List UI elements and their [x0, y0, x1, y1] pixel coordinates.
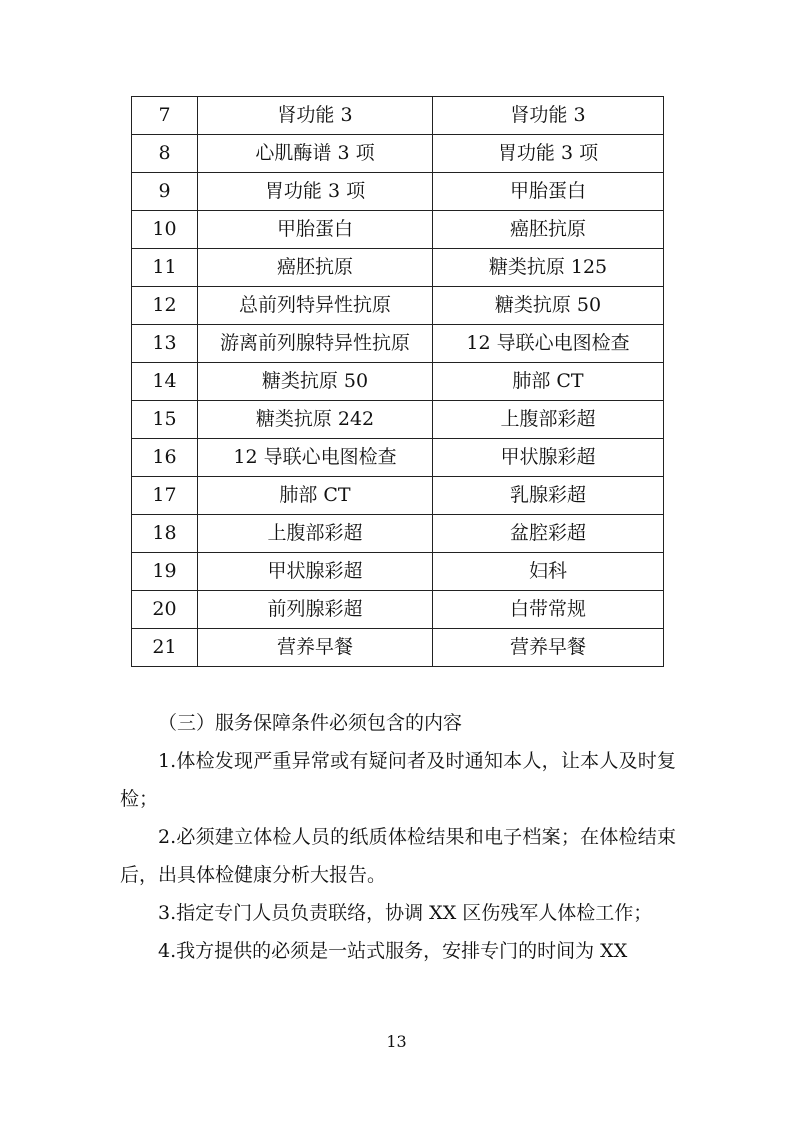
- plan-b-item-cell: 癌胚抗原: [433, 211, 664, 249]
- row-number-cell: 10: [132, 211, 198, 249]
- table-row: [132, 553, 664, 591]
- row-number-cell: 20: [132, 591, 198, 629]
- page-number: 13: [386, 1032, 407, 1051]
- paragraph-1: 1.体检发现严重异常或有疑问者及时通知本人，让本人及时复检；: [120, 750, 676, 810]
- plan-a-item-cell: 肺部 CT: [198, 477, 433, 515]
- plan-b-item-cell: 肺部 CT: [433, 363, 664, 401]
- section-heading: （三）服务保障条件必须包含的内容: [158, 712, 463, 734]
- table-row: [132, 135, 664, 173]
- row-number-cell: 8: [132, 135, 198, 173]
- table-row: [132, 515, 664, 553]
- table-row: [132, 249, 664, 287]
- row-number-cell: 13: [132, 325, 198, 363]
- row-number-cell: 15: [132, 401, 198, 439]
- plan-a-item-cell: 甲状腺彩超: [198, 553, 433, 591]
- paragraph-2: 2.必须建立体检人员的纸质体检结果和电子档案；在体检结束后，出具体检健康分析大报告。: [120, 826, 676, 886]
- table-row: [132, 477, 664, 515]
- table-row: [132, 287, 664, 325]
- row-number-cell: 19: [132, 553, 198, 591]
- plan-b-item-cell: 营养早餐: [433, 629, 664, 667]
- row-number-cell: 14: [132, 363, 198, 401]
- plan-b-item-cell: 上腹部彩超: [433, 401, 664, 439]
- row-number-cell: 18: [132, 515, 198, 553]
- row-number-cell: 21: [132, 629, 198, 667]
- table-row: [132, 211, 664, 249]
- table-row: [132, 363, 664, 401]
- plan-b-item-cell: 盆腔彩超: [433, 515, 664, 553]
- table-row: [132, 401, 664, 439]
- paragraph-4: 4.我方提供的必须是一站式服务，安排专门的时间为 XX: [158, 940, 628, 962]
- paragraph-3: 3.指定专门人员负责联络，协调 XX 区伤残军人体检工作；: [158, 902, 653, 924]
- table-row: [132, 325, 664, 363]
- table-row: [132, 439, 664, 477]
- plan-b-item-cell: 肾功能 3: [433, 97, 664, 135]
- plan-b-item-cell: 乳腺彩超: [433, 477, 664, 515]
- plan-b-item-cell: 糖类抗原 50: [433, 287, 664, 325]
- plan-a-item-cell: 胃功能 3 项: [198, 173, 433, 211]
- plan-a-item-cell: 糖类抗原 50: [198, 363, 433, 401]
- plan-b-item-cell: 妇科: [433, 553, 664, 591]
- table-row: [132, 173, 664, 211]
- table-row: [132, 97, 664, 135]
- plan-b-item-cell: 甲胎蛋白: [433, 173, 664, 211]
- plan-a-item-cell: 营养早餐: [198, 629, 433, 667]
- plan-a-item-cell: 糖类抗原 242: [198, 401, 433, 439]
- table-row: [132, 591, 664, 629]
- plan-b-item-cell: 甲状腺彩超: [433, 439, 664, 477]
- plan-b-item-cell: 糖类抗原 125: [433, 249, 664, 287]
- row-number-cell: 12: [132, 287, 198, 325]
- table-body: [132, 97, 664, 667]
- plan-a-item-cell: 12 导联心电图检查: [198, 439, 433, 477]
- plan-a-item-cell: 总前列特异性抗原: [198, 287, 433, 325]
- plan-a-item-cell: 上腹部彩超: [198, 515, 433, 553]
- plan-a-item-cell: 甲胎蛋白: [198, 211, 433, 249]
- plan-a-item-cell: 前列腺彩超: [198, 591, 433, 629]
- plan-b-item-cell: 胃功能 3 项: [433, 135, 664, 173]
- plan-a-item-cell: 癌胚抗原: [198, 249, 433, 287]
- row-number-cell: 9: [132, 173, 198, 211]
- plan-b-item-cell: 白带常规: [433, 591, 664, 629]
- row-number-cell: 16: [132, 439, 198, 477]
- service-conditions-section: [120, 704, 676, 970]
- plan-a-item-cell: 心肌酶谱 3 项: [198, 135, 433, 173]
- row-number-cell: 17: [132, 477, 198, 515]
- checkup-items-table: [131, 96, 664, 667]
- plan-a-item-cell: 肾功能 3: [198, 97, 433, 135]
- plan-a-item-cell: 游离前列腺特异性抗原: [198, 325, 433, 363]
- row-number-cell: 11: [132, 249, 198, 287]
- row-number-cell: 7: [132, 97, 198, 135]
- plan-b-item-cell: 12 导联心电图检查: [433, 325, 664, 363]
- table-row: [132, 629, 664, 667]
